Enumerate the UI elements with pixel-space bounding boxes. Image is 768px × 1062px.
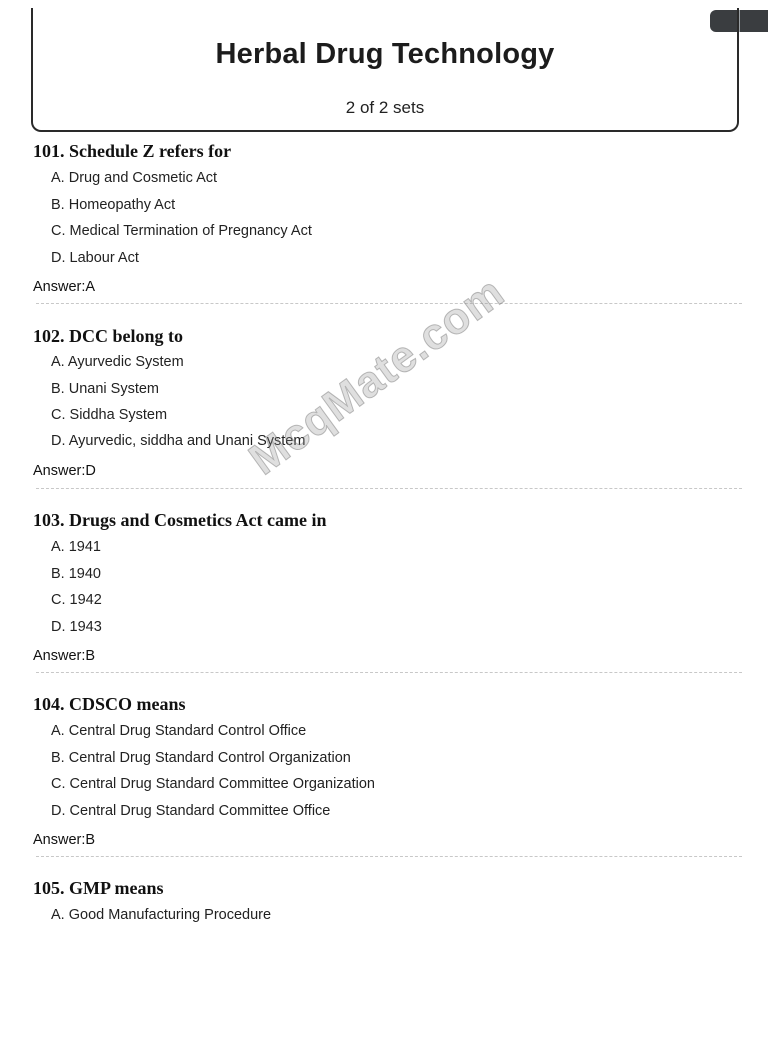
- option: C. Medical Termination of Pregnancy Act: [51, 223, 312, 239]
- question-title: 104. CDSCO means: [33, 694, 186, 714]
- option: A. Good Manufacturing Procedure: [51, 907, 272, 923]
- divider: [36, 488, 742, 489]
- option: D. Labour Act: [51, 250, 139, 266]
- option: C. 1942: [51, 592, 102, 608]
- option: B. 1940: [51, 566, 101, 582]
- option: B. Homeopathy Act: [51, 197, 176, 213]
- option: C. Central Drug Standard Committee Organization: [51, 776, 375, 792]
- option: D. Central Drug Standard Committee Office: [51, 803, 331, 819]
- question-block: [0, 510, 768, 694]
- question-title: 101. Schedule Z refers for: [33, 141, 232, 161]
- option: D. 1943: [51, 619, 102, 635]
- header-box: [31, 8, 739, 132]
- divider: [36, 303, 742, 304]
- option: B. Unani System: [51, 381, 159, 397]
- answer-label: Answer:A: [33, 279, 96, 295]
- option: C. Siddha System: [51, 407, 168, 423]
- question-title: 105. GMP means: [33, 878, 164, 898]
- answer-label: Answer:B: [33, 648, 96, 664]
- question-title: 103. Drugs and Cosmetics Act came in: [33, 510, 327, 530]
- question-block: [0, 141, 768, 325]
- option: A. Drug and Cosmetic Act: [51, 170, 218, 186]
- page-title: Herbal Drug Technology: [215, 38, 555, 70]
- set-indicator: 2 of 2 sets: [345, 98, 425, 117]
- option: B. Central Drug Standard Control Organization: [51, 750, 351, 766]
- question-block: [0, 878, 768, 1062]
- divider: [36, 672, 742, 673]
- option: A. Ayurvedic System: [51, 354, 184, 370]
- answer-label: Answer:B: [33, 832, 96, 848]
- question-title: 102. DCC belong to: [33, 326, 184, 346]
- option: A. 1941: [51, 539, 101, 555]
- question-block: [0, 326, 768, 510]
- question-block: [0, 694, 768, 878]
- divider: [36, 856, 742, 857]
- answer-label: Answer:D: [33, 463, 96, 479]
- watermark: McqMate.com: [240, 267, 514, 485]
- option: D. Ayurvedic, siddha and Unani System: [51, 433, 306, 449]
- option: A. Central Drug Standard Control Office: [51, 723, 307, 739]
